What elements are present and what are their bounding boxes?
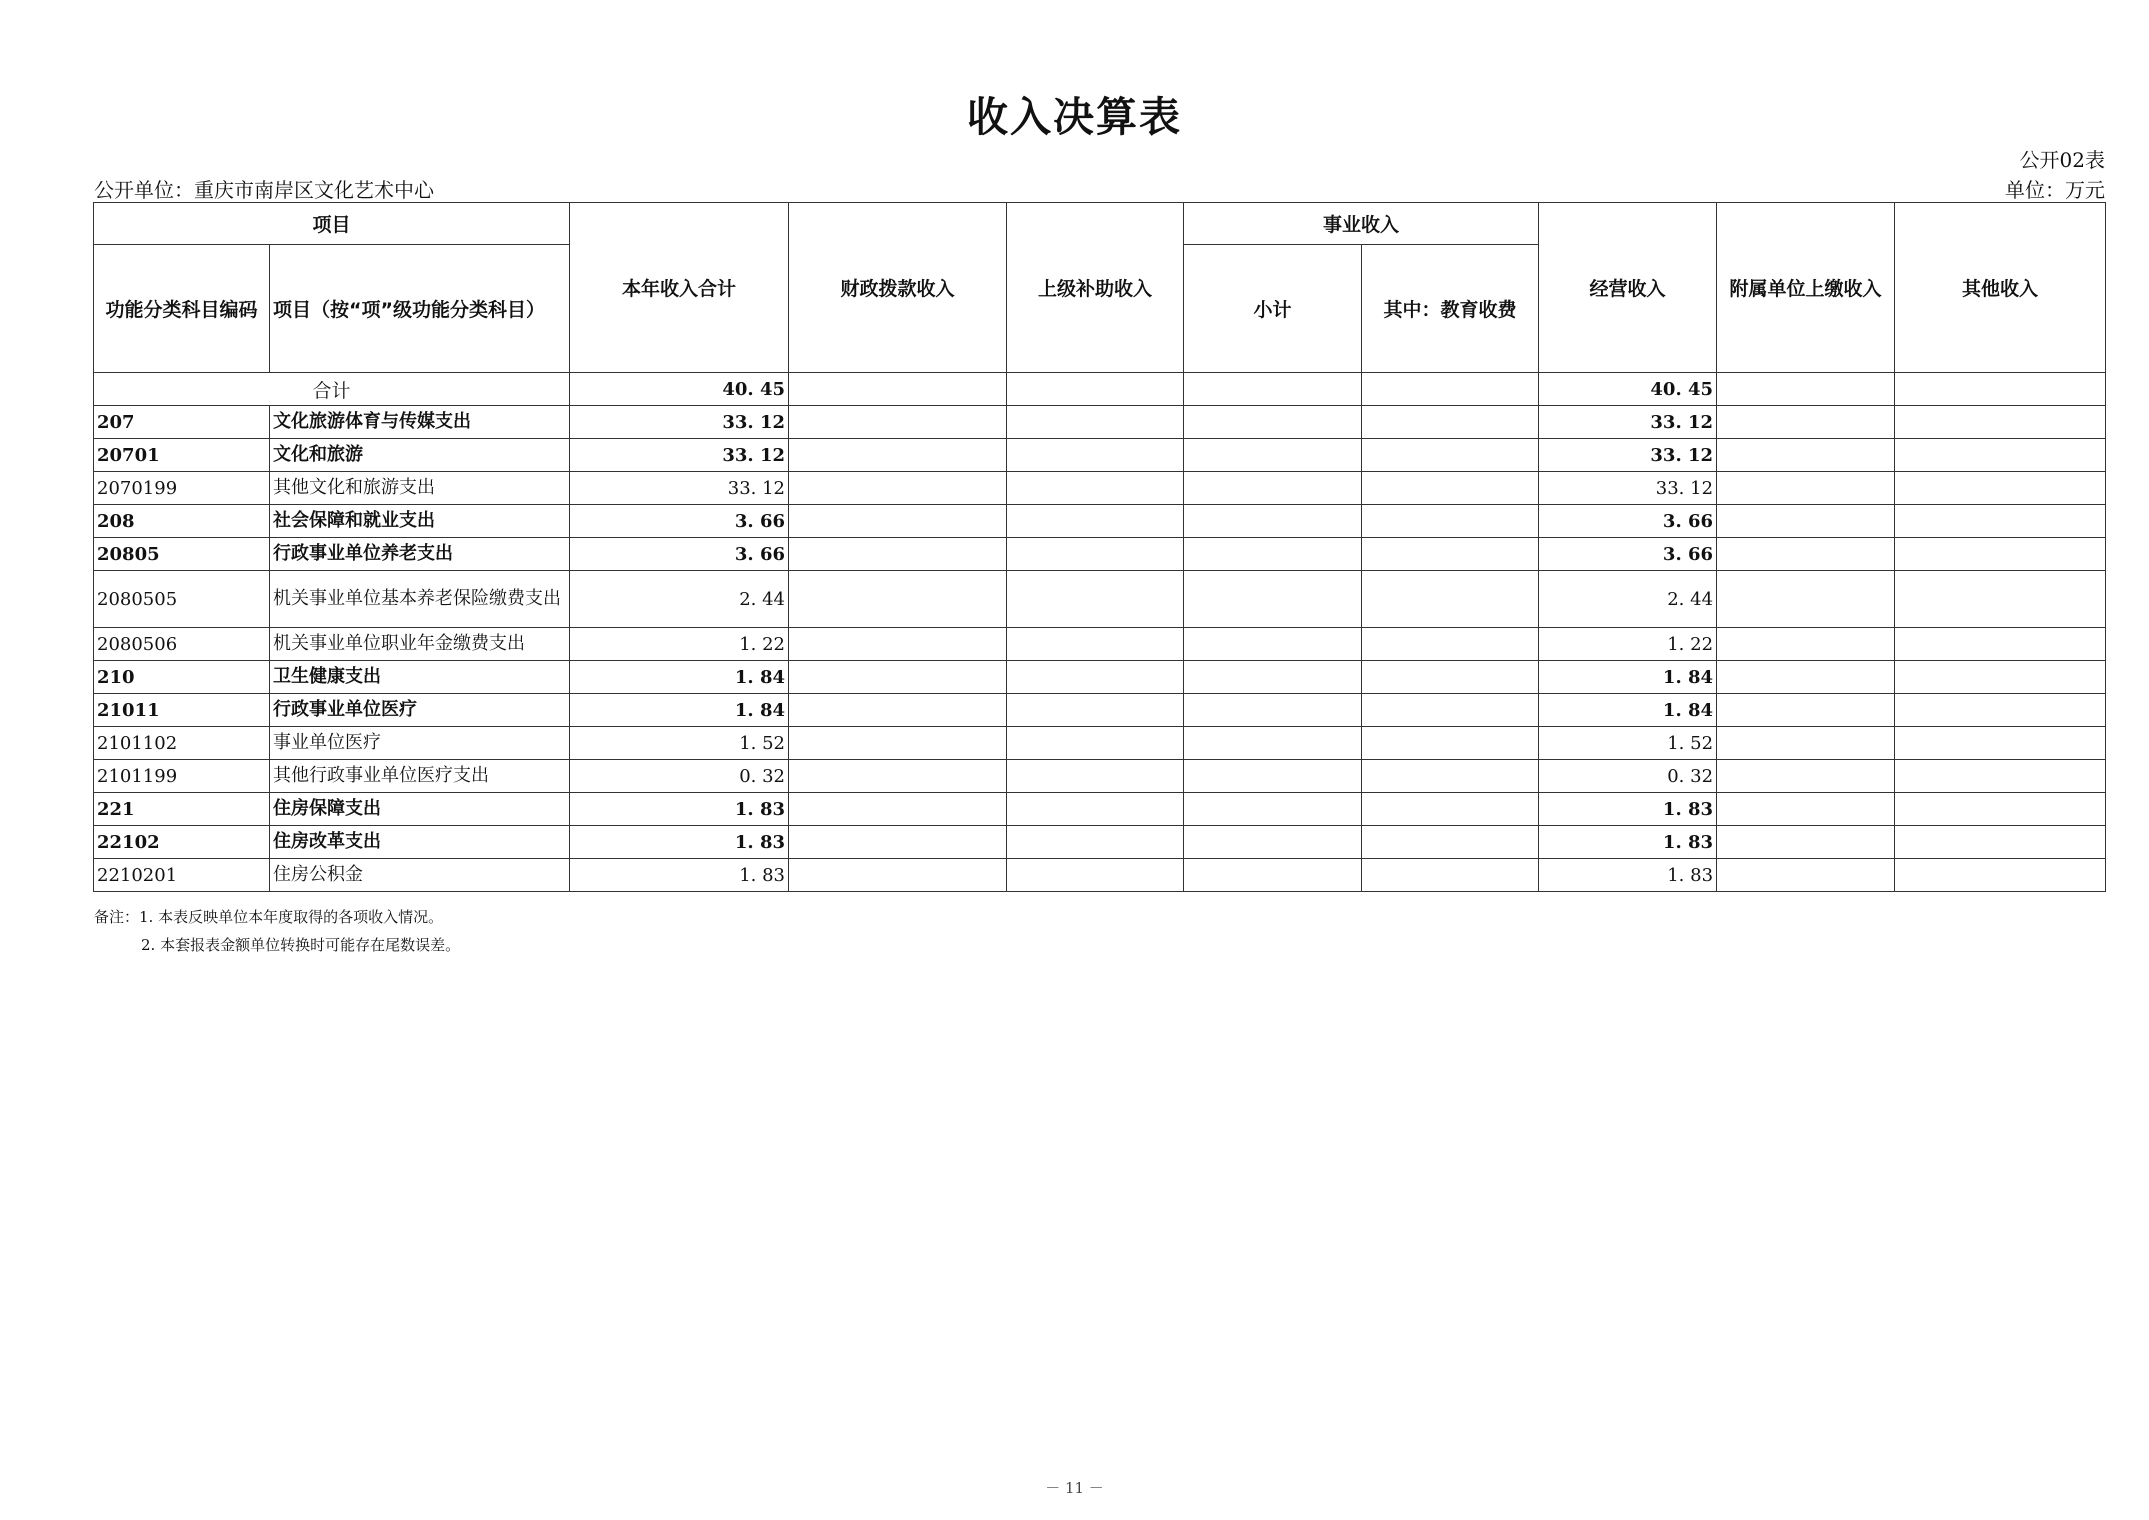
cell-code: 2070199 xyxy=(94,472,270,505)
table-row xyxy=(94,406,2106,439)
note-2: 2. 本套报表金额单位转换时可能存在尾数误差。 xyxy=(141,936,461,954)
cell-fiscal xyxy=(789,628,1007,661)
cell-code: 2101102 xyxy=(94,727,270,760)
table-row xyxy=(94,628,2106,661)
cell-name: 机关事业单位职业年金缴费支出 xyxy=(270,628,570,661)
cell-subtotal xyxy=(1184,694,1362,727)
cell-subtotal xyxy=(1184,793,1362,826)
cell-code: 20701 xyxy=(94,439,270,472)
cell-total-income: 33. 12 xyxy=(570,472,789,505)
table-row xyxy=(94,661,2106,694)
cell-total-income: 1. 22 xyxy=(570,628,789,661)
cell-other xyxy=(1895,661,2106,694)
cell-other xyxy=(1895,472,2106,505)
cell-affiliated xyxy=(1717,439,1895,472)
cell-total-income: 3. 66 xyxy=(570,538,789,571)
cell-superior xyxy=(1007,628,1184,661)
table-row xyxy=(94,505,2106,538)
cell-total-income: 2. 44 xyxy=(570,571,789,628)
header-project: 项目 xyxy=(94,203,570,245)
cell-name: 文化旅游体育与传媒支出 xyxy=(270,406,570,439)
cell-other xyxy=(1895,571,2106,628)
page-number: － 11 － xyxy=(1045,1479,1104,1497)
table-row xyxy=(94,538,2106,571)
cell-other xyxy=(1895,859,2106,892)
cell-name: 事业单位医疗 xyxy=(270,727,570,760)
cell-superior xyxy=(1007,826,1184,859)
cell-name: 卫生健康支出 xyxy=(270,661,570,694)
cell-code: 2210201 xyxy=(94,859,270,892)
table-row xyxy=(94,694,2106,727)
unit-label: 单位：万元 xyxy=(2005,178,2105,202)
cell-superior xyxy=(1007,760,1184,793)
cell-affiliated xyxy=(1717,826,1895,859)
cell-subtotal xyxy=(1184,505,1362,538)
cell-operating: 33. 12 xyxy=(1539,406,1717,439)
cell-operating: 33. 12 xyxy=(1539,439,1717,472)
total-row xyxy=(94,373,2106,406)
cell-fiscal xyxy=(789,661,1007,694)
cell-operating: 1. 84 xyxy=(1539,661,1717,694)
cell-name: 行政事业单位医疗 xyxy=(270,694,570,727)
cell-name: 住房改革支出 xyxy=(270,826,570,859)
cell-code: 21011 xyxy=(94,694,270,727)
cell-education xyxy=(1362,571,1539,628)
cell-total-income: 3. 66 xyxy=(570,505,789,538)
cell-affiliated xyxy=(1717,505,1895,538)
cell-subtotal xyxy=(1184,628,1362,661)
cell-name: 住房公积金 xyxy=(270,859,570,892)
table-row xyxy=(94,727,2106,760)
cell-education xyxy=(1362,406,1539,439)
table-row xyxy=(94,571,2106,628)
cell-code: 22102 xyxy=(94,826,270,859)
cell-affiliated xyxy=(1717,661,1895,694)
header-other: 其他收入 xyxy=(1895,203,2106,373)
cell-affiliated xyxy=(1717,538,1895,571)
cell-code: 20805 xyxy=(94,538,270,571)
cell-education xyxy=(1362,727,1539,760)
cell-fiscal xyxy=(789,538,1007,571)
cell-name: 住房保障支出 xyxy=(270,793,570,826)
table-row xyxy=(94,859,2106,892)
cell-fiscal xyxy=(789,760,1007,793)
cell-superior xyxy=(1007,406,1184,439)
cell-total-income: 1. 83 xyxy=(570,859,789,892)
cell-code: 208 xyxy=(94,505,270,538)
cell-operating: 3. 66 xyxy=(1539,538,1717,571)
cell-subtotal xyxy=(1184,760,1362,793)
cell-fiscal xyxy=(789,373,1007,406)
income-table xyxy=(93,202,2106,892)
cell-subtotal xyxy=(1184,406,1362,439)
cell-affiliated xyxy=(1717,760,1895,793)
cell-superior xyxy=(1007,571,1184,628)
cell-operating: 0. 32 xyxy=(1539,760,1717,793)
cell-operating: 1. 22 xyxy=(1539,628,1717,661)
cell-fiscal xyxy=(789,472,1007,505)
cell-affiliated xyxy=(1717,793,1895,826)
cell-other xyxy=(1895,406,2106,439)
page-title: 收入决算表 xyxy=(967,93,1182,141)
cell-affiliated xyxy=(1717,472,1895,505)
cell-operating: 1. 84 xyxy=(1539,694,1717,727)
cell-superior xyxy=(1007,661,1184,694)
cell-subtotal xyxy=(1184,439,1362,472)
cell-subtotal xyxy=(1184,661,1362,694)
cell-superior xyxy=(1007,859,1184,892)
cell-subtotal xyxy=(1184,826,1362,859)
cell-fiscal xyxy=(789,439,1007,472)
cell-education xyxy=(1362,505,1539,538)
cell-code: 210 xyxy=(94,661,270,694)
cell-education xyxy=(1362,694,1539,727)
cell-affiliated xyxy=(1717,373,1895,406)
note-1: 备注：1. 本表反映单位本年度取得的各项收入情况。 xyxy=(94,908,444,926)
cell-other xyxy=(1895,793,2106,826)
cell-fiscal xyxy=(789,571,1007,628)
table-row xyxy=(94,439,2106,472)
cell-other xyxy=(1895,538,2106,571)
cell-code: 221 xyxy=(94,793,270,826)
cell-operating: 1. 83 xyxy=(1539,859,1717,892)
cell-superior xyxy=(1007,694,1184,727)
header-education: 其中：教育收费 xyxy=(1362,245,1539,373)
cell-superior xyxy=(1007,472,1184,505)
cell-subtotal xyxy=(1184,373,1362,406)
cell-code: 2101199 xyxy=(94,760,270,793)
cell-total-income: 1. 84 xyxy=(570,694,789,727)
cell-superior xyxy=(1007,439,1184,472)
cell-code: 2080506 xyxy=(94,628,270,661)
cell-name: 社会保障和就业支出 xyxy=(270,505,570,538)
cell-fiscal xyxy=(789,505,1007,538)
table-row xyxy=(94,760,2106,793)
header-superior: 上级补助收入 xyxy=(1007,203,1184,373)
cell-name: 文化和旅游 xyxy=(270,439,570,472)
cell-education xyxy=(1362,760,1539,793)
table-body xyxy=(94,373,2106,892)
cell-fiscal xyxy=(789,694,1007,727)
cell-name: 其他行政事业单位医疗支出 xyxy=(270,760,570,793)
cell-total-income: 1. 52 xyxy=(570,727,789,760)
cell-subtotal xyxy=(1184,472,1362,505)
cell-education xyxy=(1362,439,1539,472)
cell-superior xyxy=(1007,373,1184,406)
cell-total-income: 1. 83 xyxy=(570,826,789,859)
cell-other xyxy=(1895,439,2106,472)
cell-education xyxy=(1362,859,1539,892)
cell-subtotal xyxy=(1184,727,1362,760)
header-operating: 经营收入 xyxy=(1539,203,1717,373)
header-item: 项目（按“项”级功能分类科目） xyxy=(270,245,570,373)
cell-subtotal xyxy=(1184,571,1362,628)
cell-subtotal xyxy=(1184,859,1362,892)
total-label: 合计 xyxy=(94,373,570,406)
header-total-income: 本年收入合计 xyxy=(570,203,789,373)
cell-code: 207 xyxy=(94,406,270,439)
cell-total-income: 1. 84 xyxy=(570,661,789,694)
cell-operating: 1. 83 xyxy=(1539,793,1717,826)
cell-superior xyxy=(1007,793,1184,826)
header-fiscal: 财政拨款收入 xyxy=(789,203,1007,373)
cell-other xyxy=(1895,628,2106,661)
cell-operating: 40. 45 xyxy=(1539,373,1717,406)
header-affiliated: 附属单位上缴收入 xyxy=(1717,203,1895,373)
form-number: 公开02表 xyxy=(2019,148,2105,172)
cell-education xyxy=(1362,826,1539,859)
header-code: 功能分类科目编码 xyxy=(94,245,270,373)
cell-total-income: 33. 12 xyxy=(570,439,789,472)
cell-operating: 33. 12 xyxy=(1539,472,1717,505)
cell-fiscal xyxy=(789,727,1007,760)
cell-education xyxy=(1362,472,1539,505)
header-business: 事业收入 xyxy=(1184,203,1539,245)
cell-total-income: 1. 83 xyxy=(570,793,789,826)
cell-superior xyxy=(1007,727,1184,760)
cell-affiliated xyxy=(1717,694,1895,727)
cell-affiliated xyxy=(1717,727,1895,760)
cell-total-income: 40. 45 xyxy=(570,373,789,406)
cell-fiscal xyxy=(789,826,1007,859)
table-row xyxy=(94,472,2106,505)
cell-other xyxy=(1895,373,2106,406)
cell-name: 其他文化和旅游支出 xyxy=(270,472,570,505)
cell-total-income: 0. 32 xyxy=(570,760,789,793)
cell-other xyxy=(1895,727,2106,760)
table-row xyxy=(94,793,2106,826)
cell-other xyxy=(1895,826,2106,859)
cell-education xyxy=(1362,628,1539,661)
cell-education xyxy=(1362,373,1539,406)
cell-other xyxy=(1895,694,2106,727)
cell-operating: 3. 66 xyxy=(1539,505,1717,538)
cell-other xyxy=(1895,760,2106,793)
cell-code: 2080505 xyxy=(94,571,270,628)
cell-fiscal xyxy=(789,406,1007,439)
cell-education xyxy=(1362,538,1539,571)
cell-superior xyxy=(1007,505,1184,538)
cell-affiliated xyxy=(1717,571,1895,628)
cell-subtotal xyxy=(1184,538,1362,571)
cell-affiliated xyxy=(1717,859,1895,892)
cell-operating: 1. 52 xyxy=(1539,727,1717,760)
cell-operating: 1. 83 xyxy=(1539,826,1717,859)
cell-affiliated xyxy=(1717,406,1895,439)
table-header xyxy=(94,203,2106,373)
cell-total-income: 33. 12 xyxy=(570,406,789,439)
cell-name: 行政事业单位养老支出 xyxy=(270,538,570,571)
cell-fiscal xyxy=(789,859,1007,892)
cell-name: 机关事业单位基本养老保险缴费支出 xyxy=(270,571,570,628)
cell-education xyxy=(1362,793,1539,826)
cell-fiscal xyxy=(789,793,1007,826)
table-row xyxy=(94,826,2106,859)
cell-superior xyxy=(1007,538,1184,571)
cell-affiliated xyxy=(1717,628,1895,661)
cell-operating: 2. 44 xyxy=(1539,571,1717,628)
org-label: 公开单位：重庆市南岸区文化艺术中心 xyxy=(94,178,434,202)
cell-education xyxy=(1362,661,1539,694)
header-subtotal: 小计 xyxy=(1184,245,1362,373)
cell-other xyxy=(1895,505,2106,538)
